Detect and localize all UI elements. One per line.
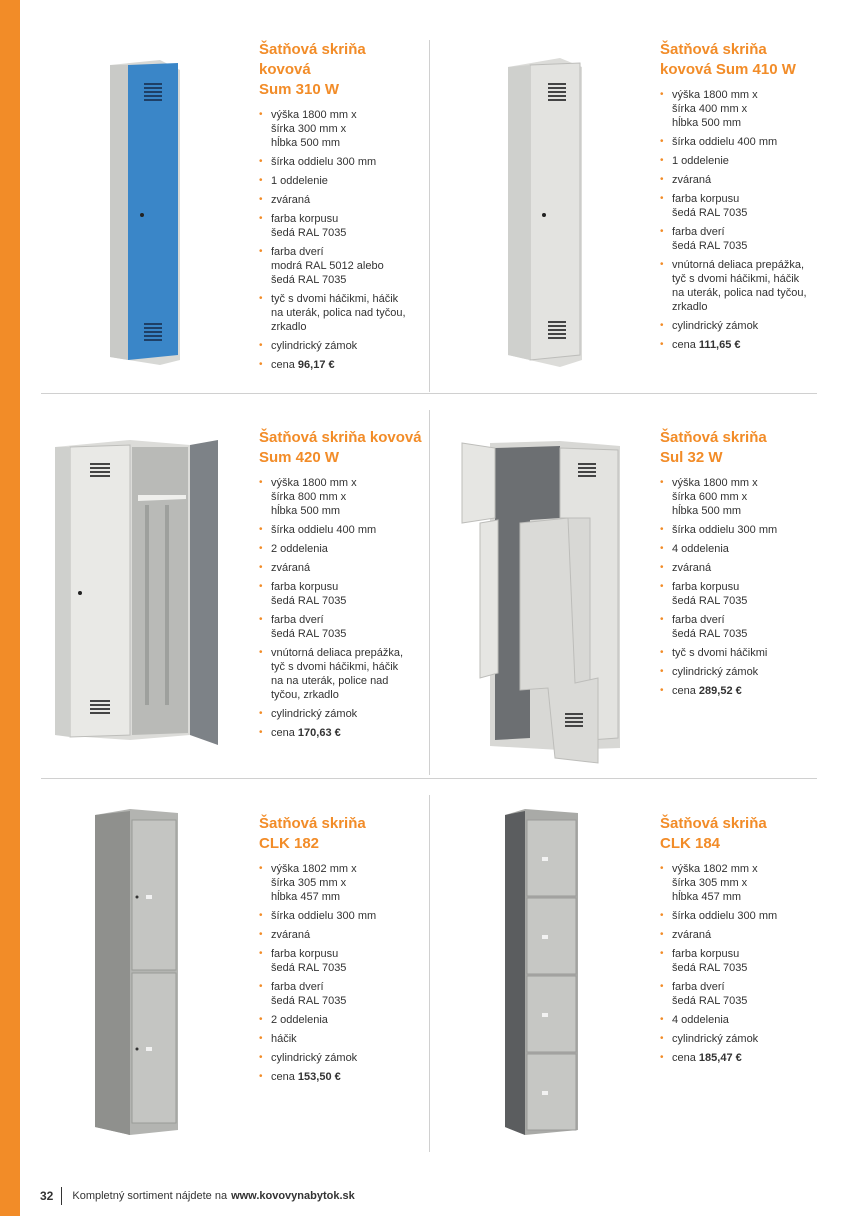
spec-item: • šírka oddielu 400 mm: [660, 135, 825, 149]
spec-item: • farba dverí šedá RAL 7035: [259, 980, 424, 1008]
price-value: 185,47 €: [698, 1052, 742, 1064]
spec-item: • šírka oddielu 300 mm: [660, 909, 825, 923]
price-label: cena: [672, 1052, 699, 1064]
price-value: 289,52 €: [698, 685, 742, 697]
locker-sul-32-w-image: [460, 438, 630, 768]
product-clk-184: [660, 814, 825, 1070]
spec-item: • farba korpusu šedá RAL 7035: [660, 192, 825, 220]
product-title: Šatňová skriňa kovová Sum 310 W: [259, 41, 366, 98]
locker-sum-410-w-image: [500, 55, 590, 370]
product-title: Šatňová skriňa kovová Sum 420 W: [259, 429, 422, 466]
spec-item: • 4 oddelenia: [660, 542, 825, 556]
spec-item: • výška 1802 mm x šírka 305 mm x hĺbka 457 mm: [259, 862, 424, 904]
product-sum-310-w: [259, 40, 424, 377]
price-label: cena: [672, 685, 699, 697]
spec-item: • farba korpusu šedá RAL 7035: [660, 947, 825, 975]
spec-item: • cylindrický zámok: [259, 339, 424, 353]
spec-list: [259, 108, 424, 372]
spec-item: • zváraná: [259, 561, 429, 575]
locker-sum-310-w-image: [100, 55, 190, 370]
spec-item: • 1 oddelenie: [259, 174, 424, 188]
locker-clk-182-image: [90, 805, 190, 1145]
spec-list: [660, 862, 825, 1065]
spec-item: • 4 oddelenia: [660, 1013, 825, 1027]
spec-item: • zváraná: [259, 928, 424, 942]
spec-item: • cylindrický zámok: [660, 665, 825, 679]
spec-item: • zváraná: [660, 561, 825, 575]
footer-text: Kompletný sortiment nájdete na: [72, 1190, 228, 1202]
spec-item: • tyč s dvomi háčikmi, háčik na uterák, polica nad tyčou, zrkadlo: [259, 292, 424, 334]
orange-side-bar: [0, 0, 20, 1216]
price-value: 96,17 €: [297, 359, 335, 371]
price-value: 170,63 €: [297, 727, 341, 739]
spec-item: • tyč s dvomi háčikmi: [660, 646, 825, 660]
spec-item: • šírka oddielu 400 mm: [259, 523, 429, 537]
spec-item: • 1 oddelenie: [660, 154, 825, 168]
spec-item: • 2 oddelenia: [259, 542, 429, 556]
divider-vertical: [429, 410, 430, 775]
product-title: Šatňová skriňa CLK 182: [259, 815, 366, 852]
spec-item: • cylindrický zámok: [259, 707, 429, 721]
spec-item: • výška 1800 mm x šírka 600 mm x hĺbka 500 mm: [660, 476, 825, 518]
product-sul-32-w: [660, 428, 825, 703]
spec-item: • výška 1800 mm x šírka 400 mm x hĺbka 500 mm: [660, 88, 825, 130]
spec-list: [660, 88, 825, 352]
spec-item: • zváraná: [660, 173, 825, 187]
price-item: [660, 684, 825, 698]
spec-item: • výška 1802 mm x šírka 305 mm x hĺbka 457 mm: [660, 862, 825, 904]
price-label: cena: [672, 339, 699, 351]
spec-item: • 2 oddelenia: [259, 1013, 424, 1027]
spec-item: • vnútorná deliaca prepážka, tyč s dvomi háčikmi, háčik na na uterák, police nad tyčou, zrkadlo: [259, 646, 429, 702]
divider-horizontal: [41, 778, 817, 779]
spec-item: • zváraná: [660, 928, 825, 942]
spec-item: • vnútorná deliaca prepážka, tyč s dvomi háčikmi, háčik na uterák, polica nad tyčou, zrkadlo: [660, 258, 825, 314]
spec-item: • farba dverí modrá RAL 5012 alebo šedá RAL 7035: [259, 245, 424, 287]
website-link[interactable]: www.kovovynabytok.sk: [231, 1190, 355, 1202]
product-sum-410-w: [660, 40, 825, 357]
divider-horizontal: [41, 393, 817, 394]
spec-item: • farba dverí šedá RAL 7035: [259, 613, 429, 641]
page-number: 32: [40, 1187, 62, 1205]
price-label: cena: [271, 359, 298, 371]
price-item: [259, 1070, 424, 1084]
spec-list: [259, 476, 429, 740]
spec-item: • výška 1800 mm x šírka 300 mm x hĺbka 500 mm: [259, 108, 424, 150]
spec-item: • farba dverí šedá RAL 7035: [660, 613, 825, 641]
price-item: [259, 358, 424, 372]
spec-item: • cylindrický zámok: [259, 1051, 424, 1065]
spec-item: • šírka oddielu 300 mm: [259, 155, 424, 169]
spec-item: • zváraná: [259, 193, 424, 207]
product-title: Šatňová skriňa Sul 32 W: [660, 429, 767, 466]
spec-item: • farba korpusu šedá RAL 7035: [259, 947, 424, 975]
locker-sum-420-w-image: [50, 435, 230, 750]
spec-item: • šírka oddielu 300 mm: [660, 523, 825, 537]
spec-item: • farba korpusu šedá RAL 7035: [259, 212, 424, 240]
spec-item: • šírka oddielu 300 mm: [259, 909, 424, 923]
price-label: cena: [271, 1071, 298, 1083]
product-title: Šatňová skriňa kovová Sum 410 W: [660, 41, 796, 78]
spec-item: • farba dverí šedá RAL 7035: [660, 225, 825, 253]
spec-list: [660, 476, 825, 698]
price-item: [660, 1051, 825, 1065]
product-title: Šatňová skriňa CLK 184: [660, 815, 767, 852]
divider-vertical: [429, 40, 430, 392]
spec-item: • farba korpusu šedá RAL 7035: [259, 580, 429, 608]
spec-item: • výška 1800 mm x šírka 800 mm x hĺbka 500 mm: [259, 476, 429, 518]
divider-vertical: [429, 795, 430, 1152]
spec-item: • háčik: [259, 1032, 424, 1046]
product-sum-420-w: [259, 428, 429, 745]
product-clk-182: [259, 814, 424, 1089]
price-value: 111,65 €: [698, 339, 741, 351]
spec-item: • farba korpusu šedá RAL 7035: [660, 580, 825, 608]
locker-clk-184-image: [500, 805, 600, 1145]
price-value: 153,50 €: [297, 1071, 341, 1083]
spec-item: • farba dverí šedá RAL 7035: [660, 980, 825, 1008]
price-label: cena: [271, 727, 298, 739]
price-item: [660, 338, 825, 352]
spec-item: • cylindrický zámok: [660, 1032, 825, 1046]
price-item: [259, 726, 429, 740]
spec-list: [259, 862, 424, 1084]
footer: [40, 1187, 355, 1205]
spec-item: • cylindrický zámok: [660, 319, 825, 333]
